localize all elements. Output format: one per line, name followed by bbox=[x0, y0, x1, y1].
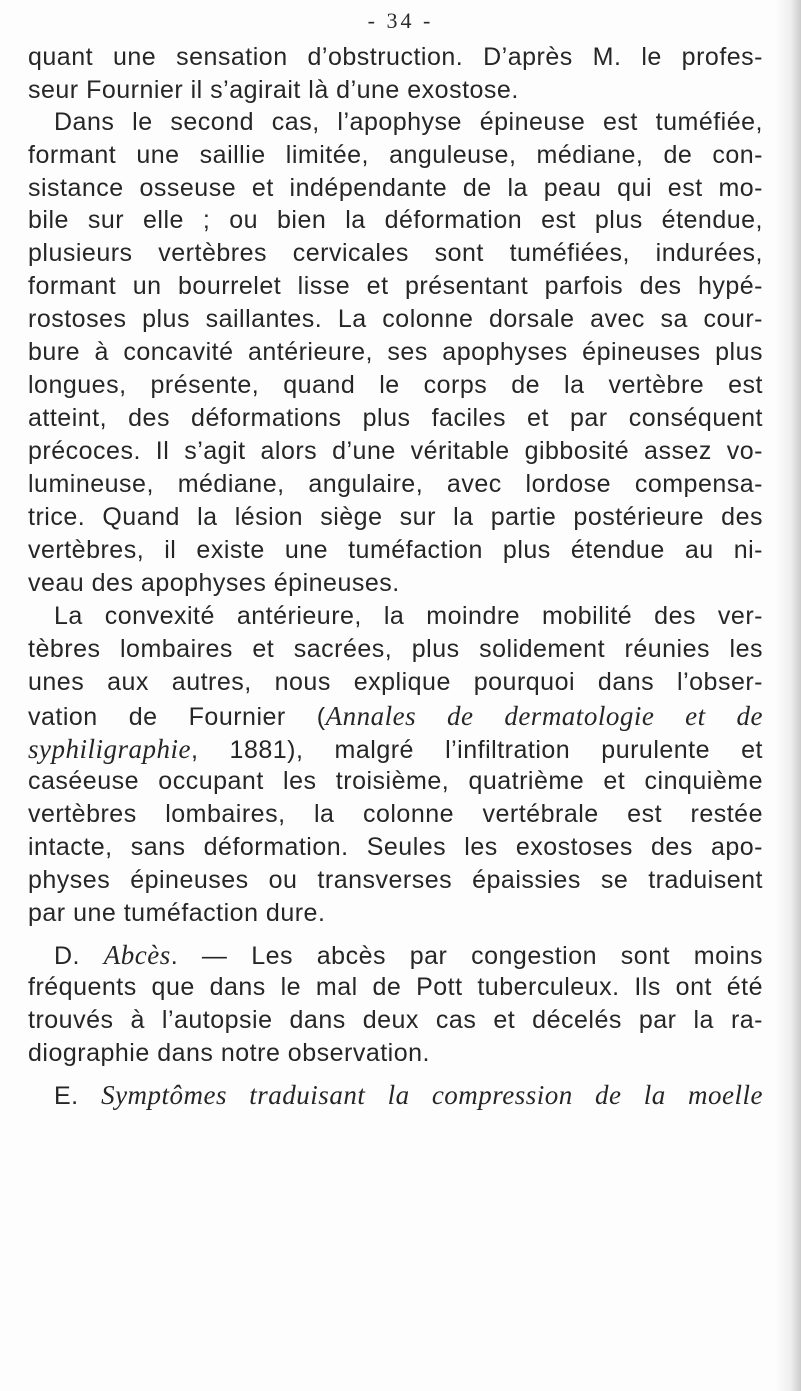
text-line: fréquents que dans le mal de Pott tuberculeux. Ils ont été bbox=[28, 973, 763, 1001]
text-segment: . — Les abcès par congestion sont moins bbox=[170, 942, 763, 970]
text-line: intacte, sans déformation. Seules les exostoses des apo- bbox=[28, 833, 763, 861]
section-heading-line bbox=[54, 1080, 763, 1111]
text-line: formant un bourrelet lisse et présentant parfois des hypé- bbox=[28, 272, 763, 300]
text-line: vertèbres lombaires, la colonne vertébrale est restée bbox=[28, 800, 763, 828]
text-line bbox=[28, 734, 763, 765]
text-segment: vation de Fournier ( bbox=[28, 703, 326, 731]
text-line: bile sur elle ; ou bien la déformation est plus étendue, bbox=[28, 206, 763, 234]
text-line: La convexité antérieure, la moindre mobilité des ver- bbox=[54, 602, 763, 630]
text-line: physes épineuses ou transverses épaissies se traduisent bbox=[28, 866, 763, 894]
page-edge-shadow bbox=[775, 0, 801, 1391]
text-line: sistance osseuse et indépendante de la peau qui est mo- bbox=[28, 174, 763, 202]
text-line: quant une sensation d’obstruction. D’après M. le profes- bbox=[28, 43, 763, 71]
text-line: atteint, des déformations plus faciles et par conséquent bbox=[28, 404, 763, 432]
text-line: Dans le second cas, l’apophyse épineuse est tuméfiée, bbox=[54, 108, 763, 136]
text-line: seur Fournier il s’agirait là d’une exostose. bbox=[28, 76, 519, 104]
text-line: vertèbres, il existe une tuméfaction plus étendue au ni- bbox=[28, 536, 763, 564]
text-line: bure à concavité antérieure, ses apophyses épineuses plus bbox=[28, 338, 763, 366]
text-line: plusieurs vertèbres cervicales sont tuméfiées, indurées, bbox=[28, 239, 763, 267]
text-line: par une tuméfaction dure. bbox=[28, 899, 326, 927]
text-line: rostoses plus saillantes. La colonne dorsale avec sa cour- bbox=[28, 305, 763, 333]
section-letter: E. bbox=[54, 1082, 102, 1110]
section-title-italic: Abcès bbox=[103, 940, 171, 970]
journal-title-italic: Annales de dermatologie et de bbox=[325, 701, 763, 731]
journal-title-italic: syphiligraphie bbox=[28, 734, 191, 764]
text-line: tèbres lombaires et sacrées, plus solidement réunies les bbox=[28, 635, 763, 663]
section-letter: D. bbox=[54, 942, 104, 970]
text-line: longues, présente, quand le corps de la vertèbre est bbox=[28, 371, 763, 399]
text-line: lumineuse, médiane, angulaire, avec lordose compensa- bbox=[28, 470, 763, 498]
text-line: précoces. Il s’agit alors d’une véritable gibbosité assez vo- bbox=[28, 437, 763, 465]
text-line bbox=[28, 701, 763, 732]
section-heading-line bbox=[54, 940, 763, 971]
text-line: caséeuse occupant les troisième, quatrième et cinquième bbox=[28, 767, 763, 795]
text-line: veau des apophyses épineuses. bbox=[28, 569, 400, 597]
text-line: trice. Quand la lésion siège sur la partie postérieure des bbox=[28, 503, 763, 531]
text-line: unes aux autres, nous explique pourquoi dans l’obser- bbox=[28, 668, 763, 696]
text-line: trouvés à l’autopsie dans deux cas et décelés par la ra- bbox=[28, 1006, 763, 1034]
page-number: - 34 - bbox=[367, 8, 434, 33]
text-line: diographie dans notre observation. bbox=[28, 1039, 430, 1067]
text-segment: , 1881), malgré l’infiltration purulente et bbox=[191, 736, 763, 764]
text-line: formant une saillie limitée, anguleuse, médiane, de con- bbox=[28, 141, 763, 169]
section-title-italic: Symptômes traduisant la compression de la moelle bbox=[101, 1080, 764, 1110]
